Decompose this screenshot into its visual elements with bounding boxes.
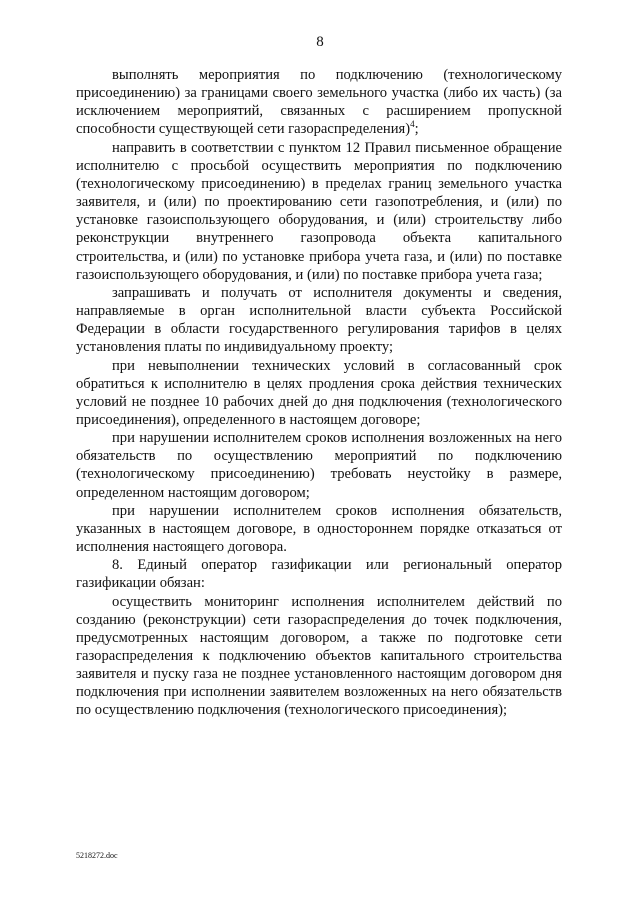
paragraph-3: запрашивать и получать от исполнителя документы и сведения, направляемые в орган исполнительной власти субъекта Российской Федерации в области государственного регулирования тарифов в целях установления платы по индивидуальному проекту; — [76, 284, 562, 356]
document-file-code: 5218272.doc — [76, 851, 118, 860]
paragraph-6: при нарушении исполнителем сроков исполнения обязательств, указанных в настоящем договоре, в одностороннем порядке отказаться от исполнения настоящего договора. — [76, 502, 562, 556]
document-body — [76, 66, 562, 720]
section-8-heading: 8. Единый оператор газификации или региональный оператор газификации обязан: — [76, 557, 562, 592]
page-number: 8 — [316, 34, 324, 50]
paragraph-8: осуществить мониторинг исполнения исполнителем действий по созданию (реконструкции) сети газораспределения до точек подключения, предусмотренных настоящим договором, а также по подготовке сети газораспределения к подключению объектов капитального строительства заявителя и пуску газа не позднее установленного настоящим договором дня подключения при исполнении заявителем возложенных на него обязательств по осуществлению подключения (технологического присоединения); — [76, 593, 562, 719]
paragraph-5: при нарушении исполнителем сроков исполнения возложенных на него обязательств по осуществлению мероприятий по подключению (технологическому присоединению) требовать неустойку в размере, определенном настоящим договором; — [76, 430, 562, 501]
paragraph-1-text: выполнять мероприятия по подключению (технологическому присоединению) за границами своего земельного участка (либо их часть) (за исключением мероприятий, связанных с расширением пропускной способности существующей сети газораспределения) — [76, 67, 562, 138]
footnote-reference: 4 — [410, 119, 415, 130]
paragraph-4: при невыполнении технических условий в согласованный срок обратиться к исполнителю в целях продления срока действия технических условий не позднее 10 рабочих дней до дня подключения (технологического присоединения), определенного в настоящем договоре; — [76, 357, 562, 428]
paragraph-2: направить в соответствии с пунктом 12 Правил письменное обращение исполнителю с просьбой осуществить мероприятия по подключению (технологическому присоединению) в пределах границ земельного участка заявителя, и (или) по проектированию сети газопотребления, и (или) по установке газоиспользующего оборудования, и (или) строительству либо реконструкции внутреннего газопровода объекта капитального строительства, и (или) по установке прибора учета газа, и (или) по поставке газоиспользующего оборудования, и (или) по поставке прибора учета газа; — [76, 139, 562, 283]
paragraph-1-end: ; — [414, 121, 419, 138]
paragraph-1 — [76, 66, 562, 139]
